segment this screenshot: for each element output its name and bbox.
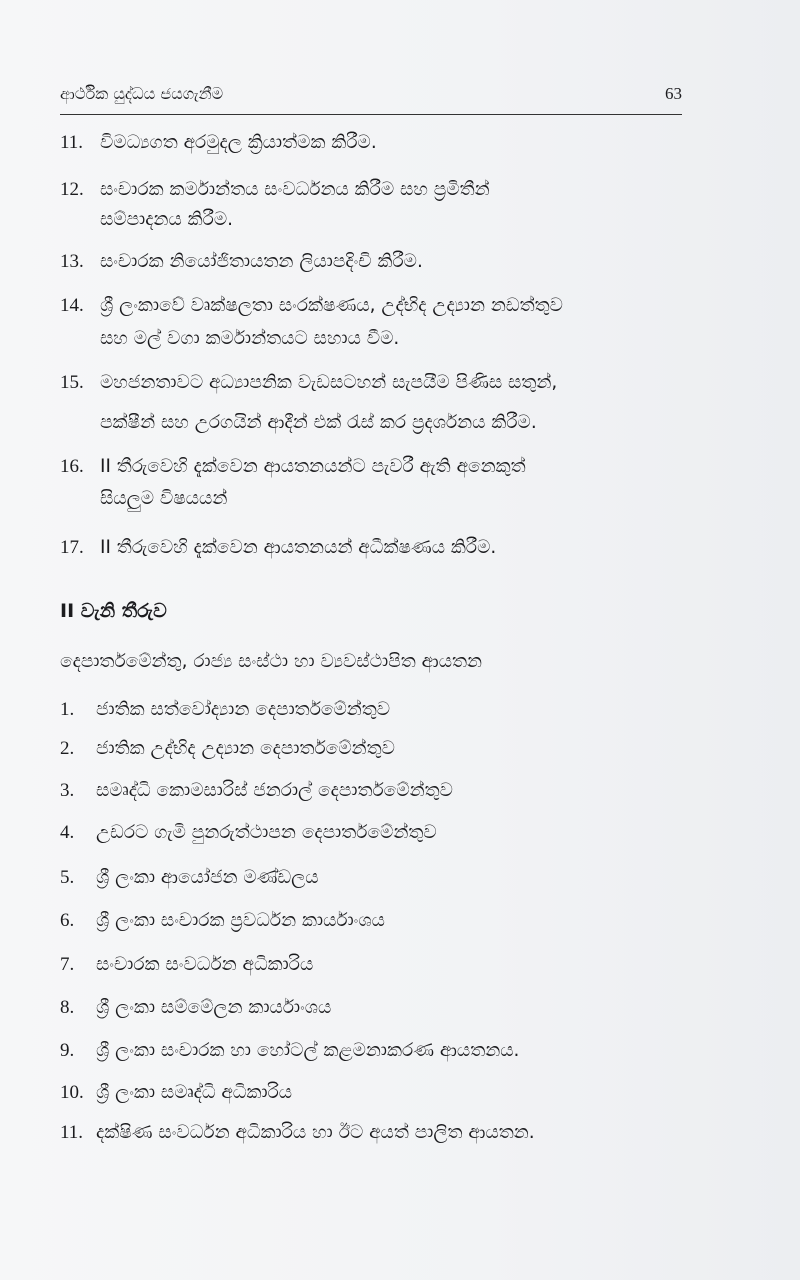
item-text: මහජනතාවට අධ්‍යාපනික වැඩසටහන් සැපයීම පිණිස සතුන්, xyxy=(100,372,558,393)
list-item xyxy=(60,1081,292,1105)
list-item xyxy=(60,996,331,1020)
list-item xyxy=(60,131,377,155)
item-number: 3. xyxy=(60,780,75,801)
list-item xyxy=(60,536,496,560)
list-item xyxy=(60,1121,535,1145)
item-number: 11. xyxy=(60,132,84,153)
list-item xyxy=(60,455,526,479)
item-number: 2. xyxy=(60,738,75,759)
list-item xyxy=(60,178,490,202)
list-item xyxy=(60,250,423,274)
section-subheading: දෙපාර්තමේන්තු, රාජ්‍ය සංස්ථා හා ව්‍යවස්ථාපිත ආයතන xyxy=(60,651,483,672)
list-item xyxy=(60,866,319,890)
item-text: ජාතික සත්වෝද්‍යාන දෙපාර්තමේන්තුව xyxy=(96,699,391,720)
item-text: ශ්‍රී ලංකා සම්මේලන කාර්යාංශය xyxy=(96,997,332,1018)
item-number: 7. xyxy=(60,954,75,975)
running-header xyxy=(60,84,682,115)
item-text: සමෘද්ධි කොමසාරිස් ජනරාල් දෙපාර්තමේන්තුව xyxy=(96,780,453,801)
item-text-continuation: පක්ෂීන් සහ උරගයින් ආදීන් එක් රැස් කර ප්‍රදර්ශනය කිරීම. xyxy=(100,412,537,433)
item-text: ශ්‍රී ලංකාවේ වෘක්ෂලතා සංරක්ෂණය, උද්භිද උද්‍යාන නඩත්තුව xyxy=(100,295,563,316)
list-item xyxy=(60,779,453,803)
header-title: ආර්ථික යුද්ධය ජයගැනීම xyxy=(60,84,224,103)
item-number: 4. xyxy=(60,822,75,843)
item-text: සංචාරක නියෝජිතායතන ලියාපදිංචි කිරීම. xyxy=(100,251,423,272)
item-text: සංචාරක සංවර්ධන අධිකාරිය xyxy=(96,954,314,975)
item-number: 1. xyxy=(60,699,75,720)
item-text: විමධ්‍යගත අරමුදල ක්‍රියාත්මක කිරීම. xyxy=(100,132,377,153)
item-number: 16. xyxy=(60,456,84,477)
item-number: 13. xyxy=(60,251,84,272)
item-number: 15. xyxy=(60,372,84,393)
item-text: උඩරට ගැමි පුනරුත්ථාපන දෙපාර්තමේන්තුව xyxy=(96,822,437,843)
item-text: සංචාරක කර්මාන්තය සංවර්ධනය කිරීම සහ ප්‍රමිතීන් xyxy=(100,179,490,200)
item-number: 8. xyxy=(60,997,75,1018)
list-item xyxy=(60,698,390,722)
list-item xyxy=(60,909,385,933)
list-item xyxy=(60,371,557,395)
item-text: ශ්‍රී ලංකා සමෘද්ධි අධිකාරිය xyxy=(96,1082,293,1103)
item-number: 11. xyxy=(60,1122,84,1143)
list-item xyxy=(60,294,563,318)
item-text-continuation: සහ මල් වගා කර්මාන්තයට සහාය වීම. xyxy=(100,328,400,349)
item-number: 17. xyxy=(60,537,84,558)
item-number: 14. xyxy=(60,295,84,316)
item-number: 12. xyxy=(60,179,84,200)
item-text-continuation: සියලුම විෂයයන් xyxy=(100,488,228,509)
item-number: 10. xyxy=(60,1082,84,1103)
item-text: ශ්‍රී ලංකා සංචාරක ප්‍රවර්ධන කාර්යාංශය xyxy=(96,910,385,931)
item-text: දක්ෂිණ සංවර්ධන අධිකාරිය හා ඊට අයත් පාලිත ආයතන. xyxy=(96,1122,535,1143)
item-text: II තීරුවෙහි දැක්වෙන ආයතනයන් අධීක්ෂණය කිරීම. xyxy=(100,537,497,558)
list-item xyxy=(60,821,437,845)
page-number: 63 xyxy=(665,84,682,103)
item-text: II තීරුවෙහි දැක්වෙන ආයතනයන්ට පැවරී ඇති අනෙකුත් xyxy=(100,456,526,477)
item-number: 5. xyxy=(60,867,75,888)
item-number: 6. xyxy=(60,910,75,931)
list-item xyxy=(60,737,395,761)
item-text: ශ්‍රී ලංකා සංචාරක හා හෝටල් කළමනාකරණ ආයතනය. xyxy=(96,1040,520,1061)
item-text: ජාතික උද්භිද උද්‍යාන දෙපාර්තමේන්තුව xyxy=(96,738,395,759)
section-heading: II වැනි තීරුව xyxy=(60,600,167,622)
item-number: 9. xyxy=(60,1040,75,1061)
item-text-continuation: සම්පාදනය කිරීම. xyxy=(100,209,234,230)
list-item xyxy=(60,953,313,977)
item-text: ශ්‍රී ලංකා ආයෝජන මණ්ඩලය xyxy=(96,867,319,888)
list-item xyxy=(60,1039,519,1063)
